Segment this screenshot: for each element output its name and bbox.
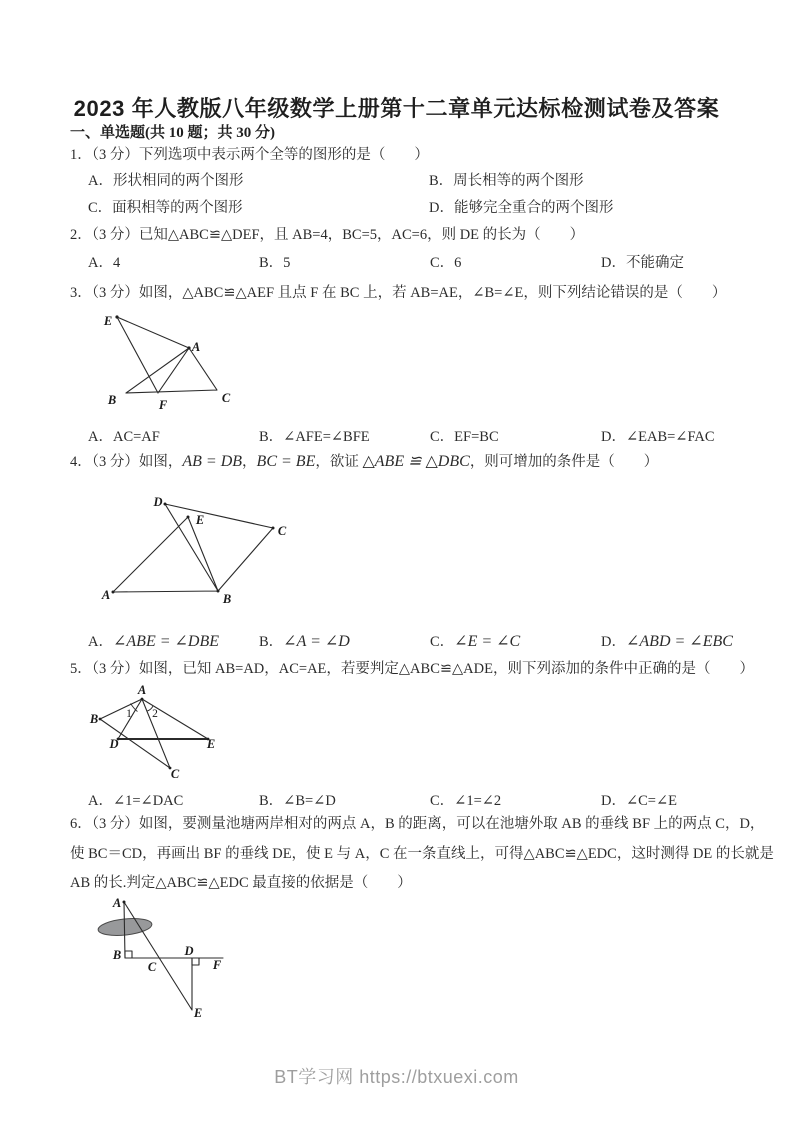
fig-q5-label-e: E — [206, 737, 216, 751]
fig-q3-edges — [117, 317, 217, 393]
fig-q6-right-angle-d — [192, 958, 199, 965]
fig-q4-label-a: A — [101, 588, 111, 602]
fig-q6-label-b: B — [112, 948, 122, 962]
q4-option-d-letter: D． — [601, 634, 626, 650]
q4-option-c-math: ∠E = ∠C — [454, 633, 521, 650]
q1-option-d: D．能够完全重合的两个图形 — [429, 200, 614, 216]
q6-stem-line-3: AB 的长.判定△ABC≌△EDC 最直接的依据是（ ） — [70, 875, 412, 891]
q6-stem-line-1: 6．（3 分）如图，要测量池塘两岸相对的两点 A，B 的距离，可以在池塘外取 AB 的垂线 BF 上的两点 C，D， — [70, 816, 765, 832]
q4-stem-text-1: 4．（3 分）如图， — [70, 454, 183, 470]
q3-option-c: C．EF=BC — [430, 429, 499, 445]
section-header: 一、单选题(共 10 题；共 30 分) — [70, 125, 275, 141]
q4-option-d-math: ∠ABD = ∠EBC — [625, 633, 733, 650]
q4-option-a-letter: A． — [88, 634, 113, 650]
fig-q5-label-d: D — [109, 737, 119, 751]
figure-q6 — [95, 895, 230, 1021]
q1-option-c: C．面积相等的两个图形 — [88, 200, 243, 216]
fig-q4-vertex-dots — [112, 503, 275, 594]
q1-stem: 1．（3 分）下列选项中表示两个全等的图形的是（ ） — [70, 147, 429, 163]
q1-option-a: A．形状相同的两个图形 — [88, 173, 244, 189]
q2-stem: 2．（3 分）已知△ABC≌△DEF，且 AB=4，BC=5，AC=6，则 DE 的长为（ ） — [70, 227, 585, 243]
fig-q6-label-c: C — [147, 960, 157, 974]
fig-q6-label-a: A — [112, 896, 122, 910]
fig-q5-label-angle2: 2 — [152, 708, 158, 720]
fig-q5-label-a: A — [137, 683, 147, 697]
fig-q4-label-b: B — [222, 592, 232, 606]
q3-option-a: A．AC=AF — [88, 429, 160, 445]
q4-option-a-math: ∠ABE = ∠DBE — [112, 633, 220, 650]
q1-option-b: B．周长相等的两个图形 — [429, 173, 584, 189]
q4-option-a — [88, 632, 219, 652]
figure-q5 — [85, 682, 230, 784]
fig-q3-label-c: C — [221, 391, 231, 405]
fig-q4-edges — [113, 504, 273, 592]
fig-q5-angle-arcs — [131, 704, 154, 712]
q2-option-c: C．6 — [430, 255, 462, 271]
fig-q6-right-angle-b — [125, 951, 132, 958]
q4-stem-math-3: △ABE ≌ △DBC — [362, 453, 470, 470]
fig-q4-label-d: D — [153, 495, 163, 509]
q4-option-b-letter: B． — [259, 634, 284, 650]
q5-option-c: C．∠1=∠2 — [430, 793, 502, 809]
watermark-footer: BT学习网 https://btxuexi.com — [274, 1067, 519, 1087]
figure-q4 — [100, 490, 290, 608]
fig-q3-label-f: F — [158, 398, 168, 412]
q4-option-b — [259, 632, 350, 652]
q6-stem-line-2: 使 BC＝CD，再画出 BF 的垂线 DE，使 E 与 A，C 在一条直线上，可得△ABC≌△EDC，这时测得 DE 的长就是 — [70, 846, 774, 862]
page-title: 2023 年人教版八年级数学上册第十二章单元达标检测试卷及答案 — [73, 96, 720, 121]
fig-q6-label-d: D — [184, 944, 194, 958]
q5-option-b: B．∠B=∠D — [259, 793, 336, 809]
q4-option-d — [601, 632, 733, 652]
q3-stem: 3．（3 分）如图，△ABC≌△AEF 且点 F 在 BC 上，若 AB=AE，∠B=∠E，则下列结论错误的是（ ） — [70, 285, 727, 301]
q5-option-a: A．∠1=∠DAC — [88, 793, 184, 809]
q3-option-b: B．∠AFE=∠BFE — [259, 429, 370, 445]
q4-stem-text-4: ，则可增加的条件是（ ） — [469, 454, 659, 470]
q4-option-b-math: ∠A = ∠D — [283, 633, 350, 650]
q5-stem: 5．（3 分）如图，已知 AB=AD，AC=AE，若要判定△ABC≌△ADE，则下列添加的条件中正确的是（ ） — [70, 661, 754, 677]
q4-stem-text-3: ，欲证 — [315, 454, 363, 470]
q2-option-a: A．4 — [88, 255, 121, 271]
fig-q4-label-c: C — [277, 524, 287, 538]
fig-q3-label-a: A — [191, 340, 201, 354]
fig-q4-label-e: E — [195, 513, 205, 527]
q4-option-c — [430, 632, 520, 652]
fig-q3-label-e: E — [103, 314, 113, 328]
q4-option-c-letter: C． — [430, 634, 455, 650]
q4-stem-text-2: ， — [242, 454, 257, 470]
q5-option-d: D．∠C=∠E — [601, 793, 677, 809]
q4-stem — [70, 452, 658, 472]
q2-option-d: D．不能确定 — [601, 255, 684, 271]
q3-option-d: D．∠EAB=∠FAC — [601, 429, 715, 445]
fig-q5-label-angle1: 1 — [126, 708, 132, 720]
fig-q6-label-f: F — [212, 958, 222, 972]
figure-q3 — [95, 303, 235, 415]
q4-stem-math-1: AB = DB — [182, 453, 243, 470]
q4-stem-math-2: BC = BE — [256, 453, 316, 470]
q2-option-b: B．5 — [259, 255, 291, 271]
fig-q3-label-b: B — [107, 393, 117, 407]
fig-q6-vertex-dot-a — [123, 901, 126, 904]
fig-q5-label-c: C — [170, 767, 180, 781]
fig-q6-label-e: E — [193, 1006, 203, 1020]
fig-q6-edges — [124, 902, 223, 1010]
fig-q5-label-b: B — [89, 712, 99, 726]
